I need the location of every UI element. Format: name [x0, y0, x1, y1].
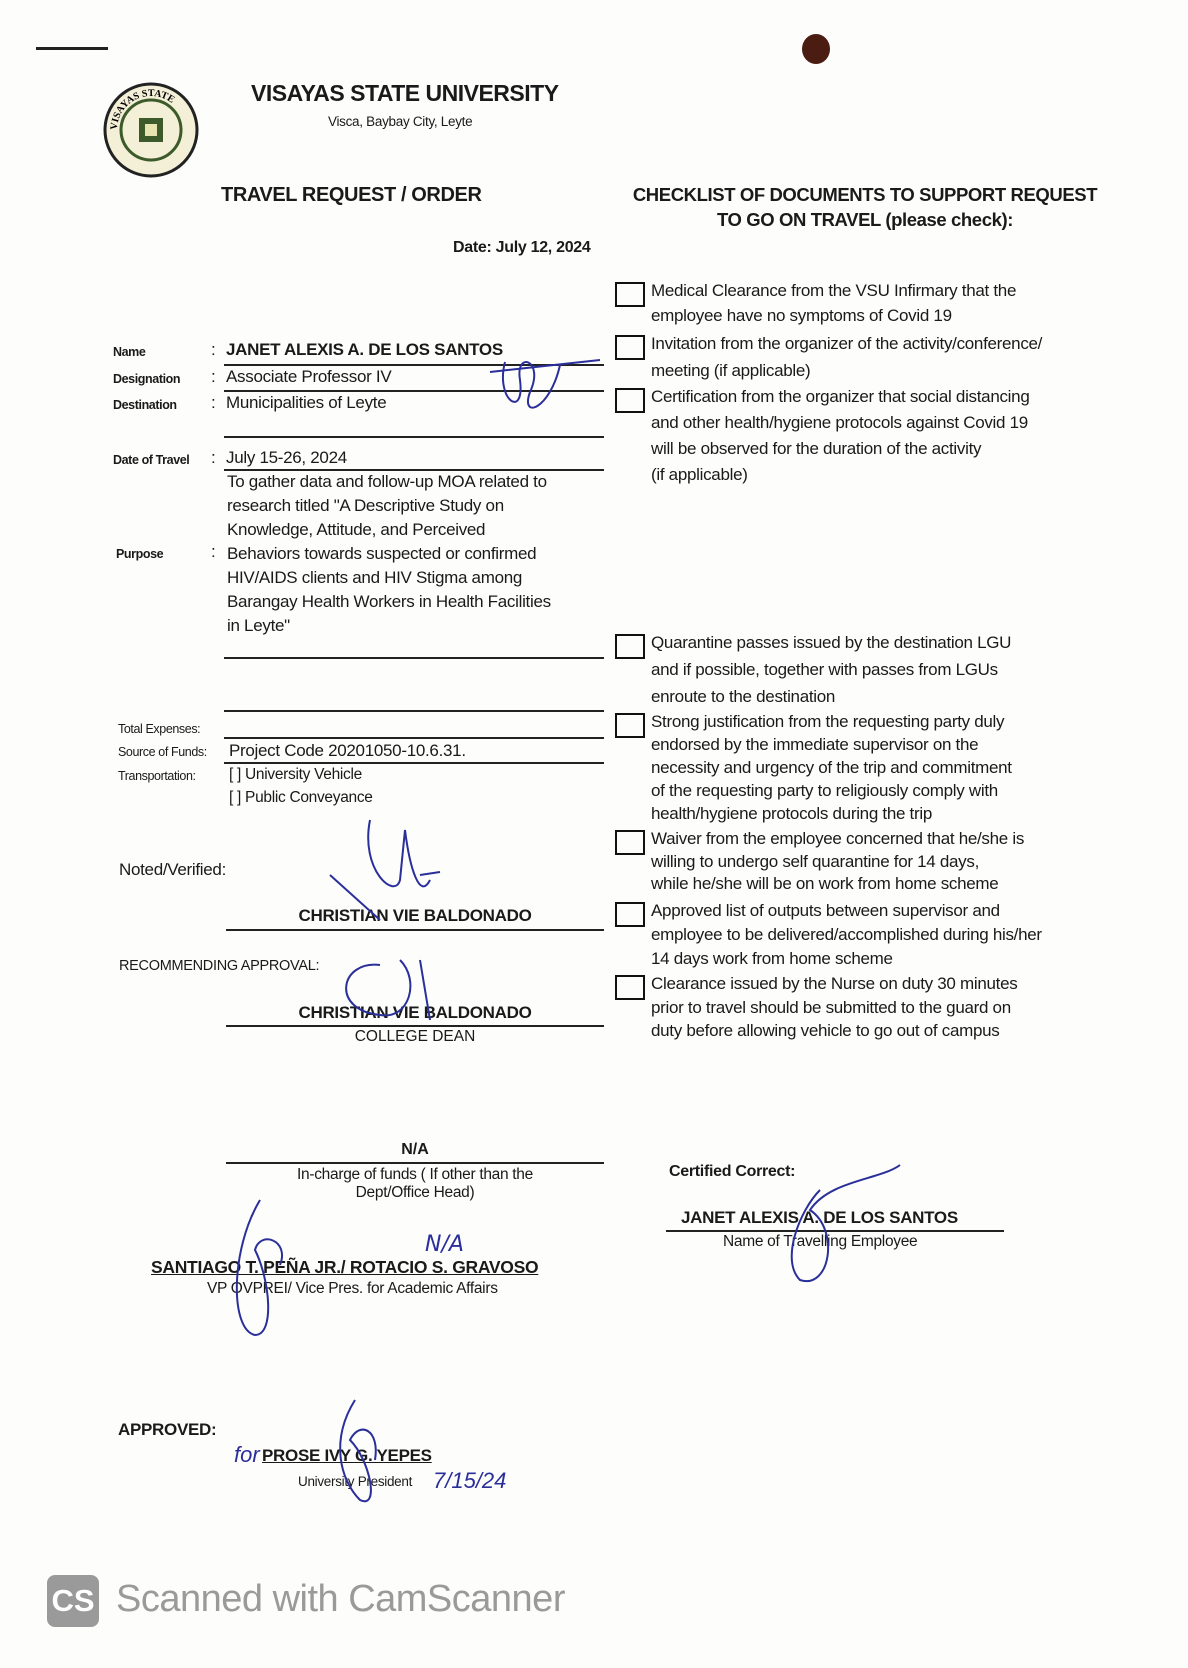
funds-title-line: In-charge of funds ( If other than the: [297, 1166, 533, 1183]
checklist-item-text: enroute to the destination: [651, 687, 836, 706]
colon: :: [211, 393, 216, 412]
transport-option-public-conveyance[interactable]: [ ] Public Conveyance: [229, 789, 373, 806]
vp-title: VP OVPREI/ Vice Pres. for Academic Affairs: [207, 1280, 498, 1297]
signature-noted: [330, 820, 440, 920]
checklist-item-text: meeting (if applicable): [651, 361, 811, 380]
funds-title-line: Dept/Office Head): [355, 1184, 475, 1201]
designation-value: Associate Professor IV: [226, 367, 392, 386]
purpose-line: To gather data and follow-up MOA related to: [227, 472, 547, 491]
svg-text:VISAYAS STATE: VISAYAS STATE: [108, 87, 177, 131]
checklist-item-text: prior to travel should be submitted to the guard on: [651, 997, 1011, 1017]
colon: :: [211, 340, 216, 359]
destination-value: Municipalities of Leyte: [226, 393, 387, 412]
checklist-item-text: endorsed by the immediate supervisor on the: [651, 735, 979, 754]
president-title: University President: [298, 1474, 413, 1489]
checklist-item-text: health/hygiene protocols during the trip: [651, 804, 932, 823]
handwritten-na: N/A: [425, 1232, 464, 1257]
checklist-item-text: employee to be delivered/accomplished during his/her: [651, 925, 1042, 944]
colon: :: [211, 542, 216, 561]
checklist-item-text: duty before allowing vehicle to go out of campus: [651, 1021, 1000, 1040]
camscanner-watermark: Scanned with CamScanner: [116, 1578, 565, 1620]
checklist-item-text: Approved list of outputs between supervisor and: [651, 901, 1000, 920]
purpose-line: Barangay Health Workers in Health Facilities: [227, 592, 551, 611]
purpose-line: HIV/AIDS clients and HIV Stigma among: [227, 568, 523, 587]
checklist-item-text: 14 days work from home scheme: [651, 949, 893, 968]
employee-name: JANET ALEXIS A. DE LOS SANTOS: [681, 1208, 958, 1227]
request-date: Date: July 12, 2024: [453, 239, 591, 256]
recommending-label: RECOMMENDING APPROVAL:: [119, 958, 320, 974]
checklist-item-text: Medical Clearance from the VSU Infirmary that the: [651, 281, 1017, 300]
designation-label: Designation: [113, 372, 181, 386]
checklist-item-text: and other health/hygiene protocols against Covid 19: [651, 413, 1028, 432]
recommending-name: CHRISTIAN VIE BALDONADO: [298, 1003, 532, 1022]
source-of-funds-label: Source of Funds:: [118, 745, 207, 759]
checklist-item-text: while he/she will be on work from home scheme: [651, 874, 999, 893]
source-of-funds-value: Project Code 20201050-10.6.31.: [229, 741, 466, 760]
handwritten-approval-date: 7/15/24: [433, 1468, 507, 1493]
name-value: JANET ALEXIS A. DE LOS SANTOS: [226, 340, 503, 359]
transportation-label: Transportation:: [118, 769, 196, 783]
checklist-item-text: willing to undergo self quarantine for 14 days,: [651, 851, 980, 871]
noted-label: Noted/Verified:: [119, 860, 227, 879]
purpose-line: in Leyte": [227, 616, 290, 635]
transport-option-university-vehicle[interactable]: [ ] University Vehicle: [229, 766, 362, 783]
purpose-line: research titled "A Descriptive Study on: [227, 496, 504, 515]
checklist-item-text: and if possible, together with passes from LGUs: [651, 660, 998, 679]
funds-value: N/A: [401, 1141, 429, 1158]
noted-name: CHRISTIAN VIE BALDONADO: [298, 906, 532, 925]
signature-recommending: [346, 960, 430, 1020]
date-of-travel-label: Date of Travel: [113, 453, 190, 467]
camscanner-logo-icon: CS: [47, 1575, 99, 1627]
checklist-item-text: of the requesting party to religiously comply with: [651, 781, 998, 800]
vp-name: SANTIAGO T. PEÑA JR./ ROTACIO S. GRAVOSO: [151, 1257, 539, 1277]
university-address: Visca, Baybay City, Leyte: [328, 114, 473, 129]
purpose-line: Knowledge, Attitude, and Perceived: [227, 520, 486, 539]
colon: :: [211, 367, 216, 386]
signature-certified: [792, 1165, 900, 1281]
checklist-item-text: Clearance issued by the Nurse on duty 30 minutes: [651, 974, 1018, 993]
signature-applicant: [490, 360, 600, 408]
checklist-item-text: Waiver from the employee concerned that he/she is: [651, 829, 1025, 848]
employee-title: Name of Travelling Employee: [723, 1233, 918, 1250]
checklist-item-text: (if applicable): [651, 465, 748, 484]
destination-label: Destination: [113, 398, 177, 412]
name-label: Name: [113, 345, 146, 359]
approved-label: APPROVED:: [118, 1420, 217, 1439]
checklist-title-line: TO GO ON TRAVEL (please check):: [716, 209, 1013, 230]
checklist-item-text: Strong justification from the requesting party duly: [651, 712, 1005, 731]
certified-label: Certified Correct:: [669, 1163, 796, 1180]
purpose-line: Behaviors towards suspected or confirmed: [227, 544, 537, 563]
university-name: VISAYAS STATE UNIVERSITY: [251, 80, 559, 106]
colon: :: [211, 448, 216, 467]
checklist-title-line: CHECKLIST OF DOCUMENTS TO SUPPORT REQUEST: [632, 184, 1098, 205]
president-name: PROSE IVY G. YEPES: [262, 1446, 432, 1465]
checklist-item-text: Quarantine passes issued by the destination LGU: [651, 633, 1012, 652]
form-title: TRAVEL REQUEST / ORDER: [221, 184, 482, 206]
checklist-item-text: necessity and urgency of the trip and commitment: [651, 758, 1012, 777]
checklist-item-text: Certification from the organizer that social distancing: [651, 387, 1030, 406]
date-of-travel-value: July 15-26, 2024: [226, 448, 347, 467]
checklist-item-text: employee have no symptoms of Covid 19: [651, 306, 952, 325]
handwritten-for: for: [234, 1442, 260, 1467]
total-expenses-label: Total Expenses:: [118, 722, 201, 736]
signature-president: [340, 1400, 376, 1501]
purpose-label: Purpose: [116, 547, 164, 561]
checklist-item-text: Invitation from the organizer of the activity/conference/: [651, 334, 1043, 353]
recommending-title: COLLEGE DEAN: [354, 1028, 476, 1045]
checklist-item-text: will be observed for the duration of the activity: [651, 439, 982, 458]
signature-vp: [237, 1200, 282, 1335]
